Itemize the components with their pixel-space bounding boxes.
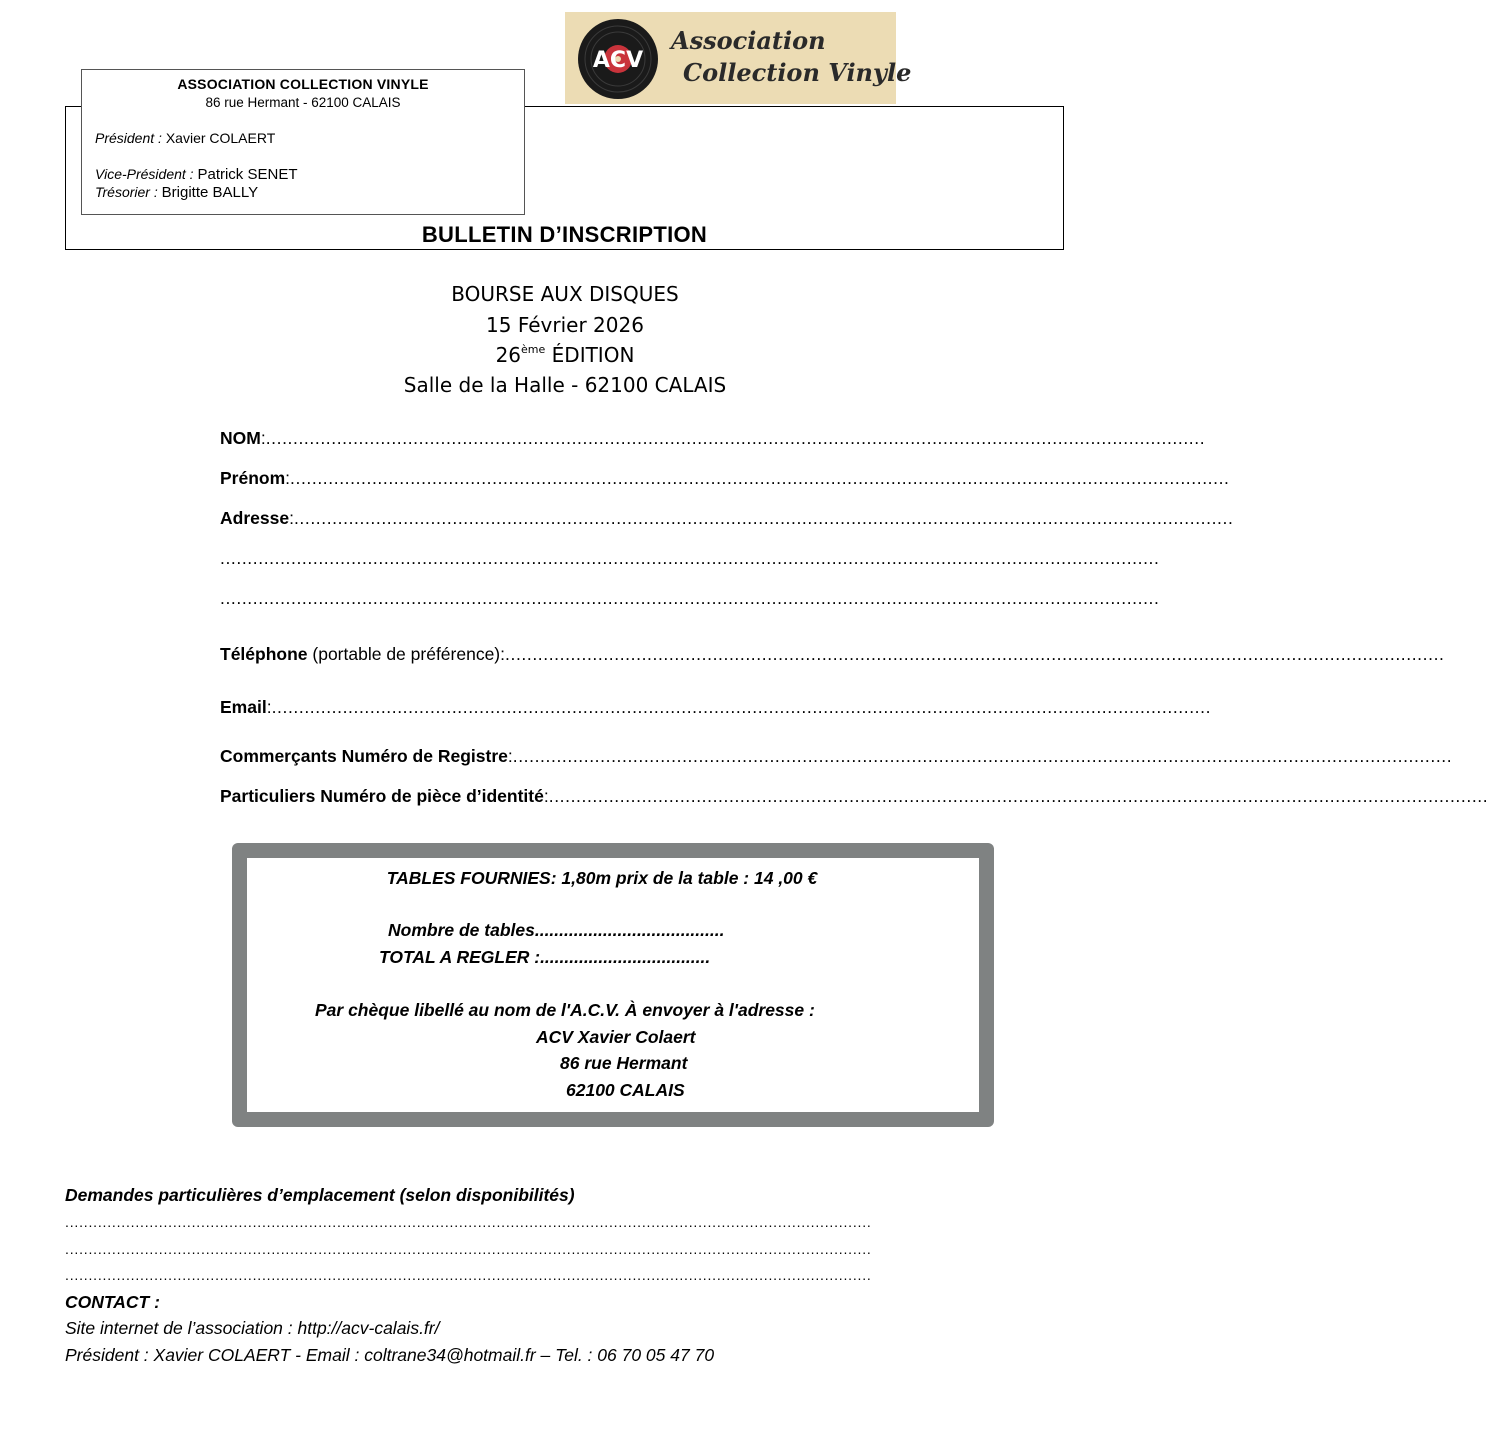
tables-header: TABLES FOURNIES: 1,80m prix de la table : 14 ,00 € bbox=[386, 868, 818, 888]
dotted-line: ............................................................................................................................................................................ bbox=[220, 548, 1160, 568]
logo-badge: ACV bbox=[592, 48, 644, 73]
dotted-line: ............................................................................................................................................................................ bbox=[512, 746, 1453, 766]
tresorier-role: Trésorier : bbox=[95, 184, 158, 200]
payment-instructions: Par chèque libellé au nom de l'A.C.V. À envoyer à l'adresse : bbox=[315, 1000, 815, 1020]
vice-president-line bbox=[95, 166, 298, 183]
dotted-line: ............................................................................................................................................................................ bbox=[290, 468, 1230, 488]
total-a-regler[interactable]: TOTAL A REGLER :................................... bbox=[379, 947, 711, 967]
association-address: 86 rue Hermant - 62100 CALAIS bbox=[205, 95, 401, 110]
particuliers-label: Particuliers Numéro de pièce d’identité bbox=[220, 786, 544, 806]
event-edition bbox=[0, 343, 1130, 367]
vice-president-name: Patrick SENET bbox=[197, 166, 298, 183]
logo-line-1: Association bbox=[671, 26, 826, 55]
payment-address-1: ACV Xavier Colaert bbox=[536, 1027, 696, 1047]
commercants-label: Commerçants Numéro de Registre bbox=[220, 746, 508, 766]
page-title: BULLETIN D’INSCRIPTION bbox=[421, 222, 708, 247]
adresse-line-3[interactable] bbox=[220, 588, 1160, 612]
separator: : bbox=[543, 786, 549, 806]
demandes-label: Demandes particulières d’emplacement (selon disponibilités) bbox=[65, 1185, 575, 1205]
association-info-box bbox=[81, 69, 525, 215]
separator: : bbox=[266, 697, 272, 717]
vice-president-role: Vice-Président : bbox=[95, 166, 194, 182]
event-name: BOURSE AUX DISQUES bbox=[451, 282, 679, 306]
tables-pricing-box bbox=[232, 843, 994, 1127]
telephone-field[interactable] bbox=[220, 644, 1445, 668]
prenom-field[interactable] bbox=[220, 468, 1230, 492]
commercants-field[interactable] bbox=[220, 746, 1453, 770]
president-name: Xavier COLAERT bbox=[165, 130, 276, 146]
dotted-line: ............................................................................................................................................................................ bbox=[271, 697, 1212, 717]
separator: : bbox=[289, 508, 294, 528]
payment-address-2: 86 rue Hermant bbox=[560, 1053, 688, 1073]
demandes-line-1[interactable]: ............................................................................................................................................................................ bbox=[65, 1214, 872, 1230]
email-field[interactable] bbox=[220, 697, 1212, 721]
tresorier-name: Brigitte BALLY bbox=[161, 184, 259, 201]
association-name: ASSOCIATION COLLECTION VINYLE bbox=[177, 76, 429, 92]
demandes-line-3[interactable]: ............................................................................................................................................................................ bbox=[65, 1267, 872, 1283]
dotted-line: ............................................................................................................................................................................ bbox=[220, 588, 1160, 608]
edition-label: ÉDITION bbox=[551, 343, 635, 367]
adresse-label: Adresse bbox=[220, 508, 290, 528]
contact-label: CONTACT : bbox=[65, 1292, 160, 1312]
separator: : bbox=[260, 428, 266, 448]
dotted-line: ............................................................................................................................................................................ bbox=[265, 428, 1206, 448]
separator: : bbox=[500, 644, 506, 664]
adresse-line-2[interactable] bbox=[220, 548, 1160, 572]
edition-number: 26 bbox=[495, 343, 522, 367]
separator: : bbox=[507, 746, 513, 766]
event-date: 15 Février 2026 bbox=[486, 313, 644, 337]
vinyl-record-icon bbox=[577, 18, 659, 100]
nom-field[interactable] bbox=[220, 428, 1206, 452]
prenom-label: Prénom bbox=[220, 468, 286, 488]
dotted-line: ............................................................................................................................................................................ bbox=[505, 644, 1445, 664]
event-venue: Salle de la Halle - 62100 CALAIS bbox=[403, 373, 727, 397]
separator: : bbox=[285, 468, 291, 488]
president-line bbox=[95, 130, 275, 146]
particuliers-field[interactable] bbox=[220, 786, 1488, 810]
adresse-field[interactable] bbox=[220, 508, 1234, 532]
demandes-line-2[interactable]: ............................................................................................................................................................................ bbox=[65, 1241, 872, 1257]
nombre-tables[interactable]: Nombre de tables....................................... bbox=[388, 920, 725, 940]
nom-label: NOM bbox=[220, 428, 261, 448]
dotted-line: ............................................................................................................................................................................ bbox=[548, 786, 1488, 806]
contact-site[interactable]: Site internet de l’association : http://acv-calais.fr/ bbox=[65, 1318, 440, 1338]
telephone-hint: (portable de préférence) bbox=[312, 644, 501, 664]
email-label: Email bbox=[220, 697, 267, 717]
telephone-label: Téléphone bbox=[220, 644, 308, 664]
payment-address-3: 62100 CALAIS bbox=[566, 1080, 685, 1100]
dotted-line: ............................................................................................................................................................................ bbox=[293, 508, 1234, 528]
tresorier-line bbox=[95, 184, 258, 201]
president-role: Président : bbox=[95, 130, 162, 146]
contact-president[interactable]: Président : Xavier COLAERT - Email : coltrane34@hotmail.fr – Tel. : 06 70 05 47 70 bbox=[65, 1345, 715, 1365]
logo-line-2: Collection Vinyle bbox=[683, 58, 912, 87]
tables-pricing-content bbox=[247, 858, 979, 1112]
acv-logo bbox=[565, 12, 912, 104]
edition-superscript: ème bbox=[521, 343, 546, 356]
